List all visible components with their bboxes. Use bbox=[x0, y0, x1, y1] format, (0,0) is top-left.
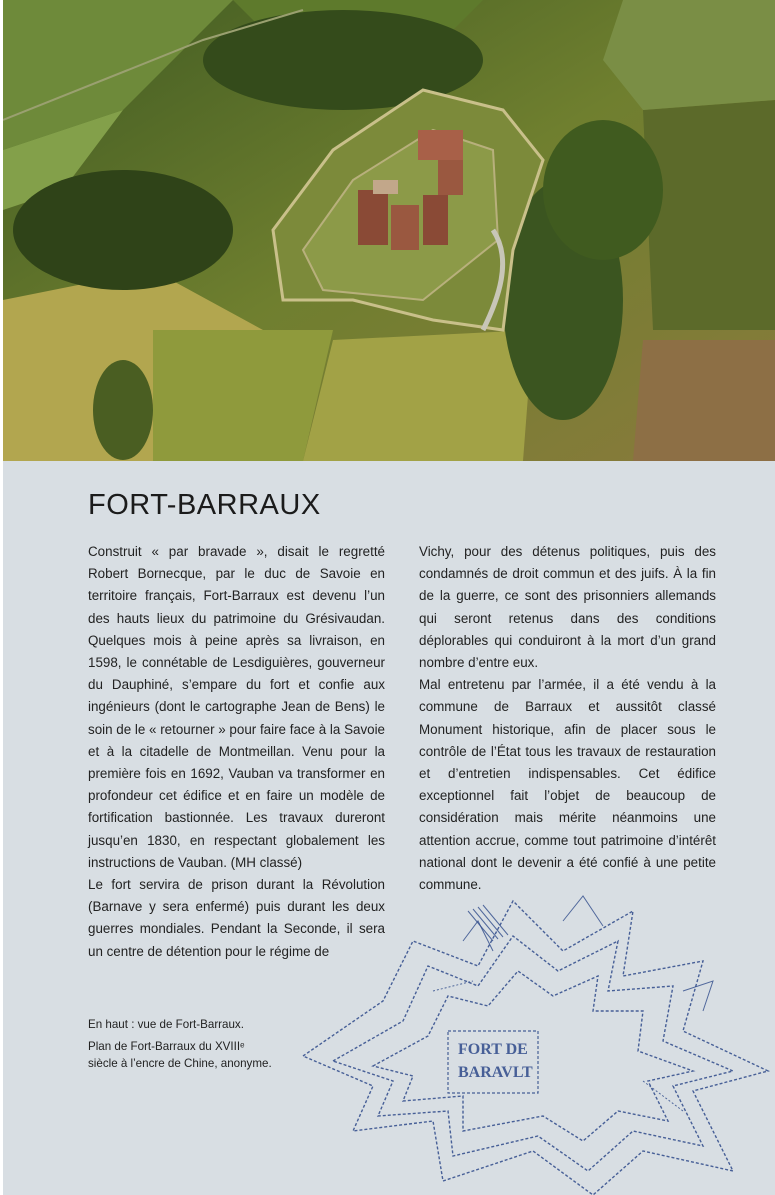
text-column-right bbox=[419, 541, 716, 896]
aerial-photo bbox=[3, 0, 775, 461]
paragraph: Vichy, pour des détenus politiques, puis des condamnés de droit commun et des juifs. À la fin de la guerre, ce sont des prisonniers allemands qui seront retenus dans des conditions déplorables qui conduiront à la mort d’un grand nombre d’entre eux. bbox=[419, 544, 716, 671]
text-panel bbox=[3, 461, 775, 1195]
article-title: FORT-BARRAUX bbox=[88, 489, 321, 521]
caption-top-photo: En haut : vue de Fort-Barraux. bbox=[88, 1018, 244, 1031]
image-captions bbox=[88, 1016, 273, 1072]
plan-label-line1: FORT DE bbox=[458, 1041, 528, 1058]
paragraph: Construit « par bravade », disait le regretté Robert Bornecque, par le duc de Savoie en territoire français, Fort-Barraux est devenu l’un des hauts lieux du patrimoine du Grésivaudan. Quelques mois à peine après sa livraison, en 1598, le connétable de Lesdiguières, gouverneur du Dauphiné, s’empare du fort et confie aux ingénieurs (dont le cartographe Jean de Bens) le soin de le « retourner » pour faire face à la Savoie et à la citadelle de Montmeillan. Venu pour la première fois en 1692, Vauban va transformer en profondeur cet édifice et en faire un modèle de fortification bastionnée. Les travaux dureront jusqu’en 1830, en respectant globalement les instructions de Vauban. (MH classé) bbox=[88, 544, 386, 870]
paragraph: Mal entretenu par l’armée, il a été vendu à la commune de Barraux et aussitôt classé Monument historique, afin de placer sous le contrôle de l’État tous les travaux de restauration et d’entretien indispensables. Cet édifice exceptionnel fait l’objet de beaucoup de considération mais mérite néanmoins une attention accrue, comme tout patrimoine d’intérêt national dont le devenir a été confié à une petite commune. bbox=[419, 677, 716, 893]
paragraph: Le fort servira de prison durant la Révolution (Barnave y sera enfermé) puis durant les deux guerres mondiales. Pendant la Seconde, il sera un centre de détention pour le régime de bbox=[88, 877, 385, 959]
plan-label-line2: BARAVLT bbox=[458, 1064, 533, 1081]
caption-plan: Plan de Fort-Barraux du XVIIIᵉ siècle à l’encre de Chine, anonyme. bbox=[88, 1040, 272, 1070]
aerial-fort-photo-icon bbox=[3, 0, 775, 461]
fort-plan-drawing bbox=[263, 881, 775, 1195]
